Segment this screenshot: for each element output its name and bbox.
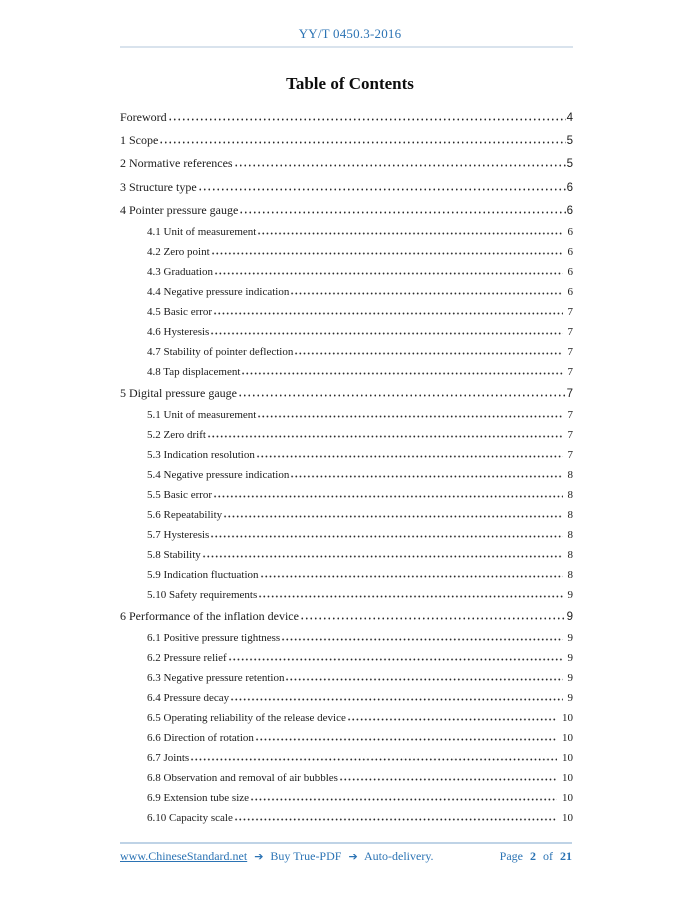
- toc-entry-label: 4.5 Basic error: [147, 305, 213, 318]
- dot-leader: [257, 415, 562, 418]
- dot-leader: [168, 118, 566, 121]
- dot-leader: [190, 758, 557, 761]
- toc-entry-label: 5.1 Unit of measurement: [147, 409, 257, 422]
- dot-leader: [234, 818, 557, 821]
- toc-entry[interactable]: [120, 605, 573, 628]
- toc-entry-page: 6: [566, 204, 573, 217]
- toc-entry-page: 8: [567, 549, 573, 562]
- page-footer: [120, 849, 572, 864]
- dot-leader: [213, 495, 562, 498]
- toc-entry[interactable]: [120, 485, 573, 505]
- toc-entry-label: 6.6 Direction of rotation: [147, 732, 254, 745]
- toc-entry[interactable]: [120, 106, 573, 129]
- toc-entry[interactable]: [120, 362, 573, 382]
- toc-entry-label: 6 Performance of the inflation device: [120, 609, 299, 624]
- toc-entry-page: 7: [566, 387, 573, 400]
- toc-entry-label: 6.4 Pressure decay: [147, 692, 230, 705]
- toc-entry[interactable]: [120, 262, 573, 282]
- toc-entry-label: 2 Normative references: [120, 156, 233, 171]
- toc-entry[interactable]: [120, 628, 573, 648]
- dot-leader: [202, 555, 563, 558]
- toc-entry-label: 6.9 Extension tube size: [147, 792, 250, 805]
- toc-entry[interactable]: [120, 342, 573, 362]
- toc-entry-page: 10: [562, 812, 573, 825]
- toc-entry[interactable]: [120, 176, 573, 199]
- page-indicator: [496, 849, 572, 864]
- toc-entry-label: 5.10 Safety requirements: [147, 589, 258, 602]
- dot-leader: [339, 778, 557, 781]
- toc-entry-label: 6.8 Observation and removal of air bubbles: [147, 772, 338, 785]
- toc-entry-label: 6.5 Operating reliability of the release device: [147, 712, 346, 725]
- toc-entry-page: 6: [567, 225, 573, 238]
- toc-entry-page: 6: [567, 265, 573, 278]
- toc-entry-page: 8: [567, 529, 573, 542]
- toc-entry[interactable]: [120, 688, 573, 708]
- toc-entry[interactable]: [120, 445, 573, 465]
- dot-leader: [300, 617, 566, 620]
- toc-entry-label: 3 Structure type: [120, 179, 197, 194]
- toc-entry-page: 5: [566, 158, 573, 171]
- toc-entry-label: 5.9 Indication fluctuation: [147, 569, 259, 582]
- dot-leader: [234, 164, 566, 167]
- dot-leader: [347, 718, 557, 721]
- dot-leader: [290, 475, 562, 478]
- arrow-right-icon: ➔: [254, 850, 264, 863]
- toc-entry-label: Foreword: [120, 110, 167, 124]
- toc-entry-label: 5.4 Negative pressure indication: [147, 469, 290, 482]
- toc-entry-page: 9: [567, 672, 573, 685]
- toc-entry-page: 10: [562, 752, 573, 765]
- toc-entry-label: 6.3 Negative pressure retention: [147, 672, 285, 685]
- toc-entry[interactable]: [120, 405, 573, 425]
- toc-entry-label: 4.3 Graduation: [147, 265, 213, 278]
- page-title: Table of Contents: [286, 74, 414, 93]
- toc-entry-label: 4.2 Zero point: [147, 245, 210, 258]
- total-page-number: 21: [560, 849, 572, 863]
- toc-entry-page: 10: [562, 792, 573, 805]
- dot-leader: [207, 435, 563, 438]
- toc-entry-page: 8: [567, 509, 573, 522]
- dot-leader: [294, 352, 562, 355]
- toc-entry-page: 6: [567, 245, 573, 258]
- of-word: of: [543, 849, 553, 863]
- toc-entry[interactable]: [120, 129, 573, 152]
- dot-leader: [255, 738, 557, 741]
- toc-entry-page: 7: [567, 409, 573, 422]
- toc-entry-label: 5.2 Zero drift: [147, 429, 206, 442]
- toc-entry-page: 7: [567, 449, 573, 462]
- dot-leader: [256, 455, 563, 458]
- toc-entry-label: 4.4 Negative pressure indication: [147, 285, 290, 298]
- toc-entry-label: 5.8 Stability: [147, 549, 201, 562]
- dot-leader: [213, 312, 562, 315]
- dot-leader: [210, 332, 562, 335]
- toc-entry-label: 6.10 Capacity scale: [147, 812, 233, 825]
- toc-entry[interactable]: [120, 425, 573, 445]
- toc-entry-page: 10: [562, 772, 573, 785]
- toc-entry-label: 5.5 Basic error: [147, 489, 213, 502]
- toc-entry[interactable]: [120, 565, 573, 585]
- page-word: Page: [499, 849, 523, 863]
- toc-entry-page: 8: [567, 489, 573, 502]
- toc-entry[interactable]: [120, 465, 573, 485]
- dot-leader: [260, 575, 563, 578]
- toc-list: [120, 106, 573, 828]
- dot-leader: [228, 658, 563, 661]
- toc-entry-page: 10: [562, 732, 573, 745]
- toc-entry[interactable]: [120, 322, 573, 342]
- toc-entry-page: 10: [562, 712, 573, 725]
- dot-leader: [211, 252, 563, 255]
- toc-entry-label: 4.8 Tap displacement: [147, 365, 241, 378]
- toc-entry[interactable]: [120, 728, 573, 748]
- toc-entry-page: 9: [567, 632, 573, 645]
- toc-entry-page: 8: [567, 469, 573, 482]
- standard-code-header: YY/T 0450.3-2016: [298, 26, 402, 41]
- footer-buy-text: Buy True-PDF: [270, 849, 342, 863]
- toc-entry[interactable]: [120, 199, 573, 222]
- toc-entry-label: 6.1 Positive pressure tightness: [147, 632, 281, 645]
- toc-entry[interactable]: [120, 708, 573, 728]
- toc-entry[interactable]: [120, 768, 573, 788]
- toc-entry-page: 8: [567, 569, 573, 582]
- toc-entry[interactable]: [120, 302, 573, 322]
- toc-entry-page: 7: [567, 429, 573, 442]
- toc-entry-label: 5.7 Hysteresis: [147, 529, 210, 542]
- toc-entry-label: 4.7 Stability of pointer deflection: [147, 345, 294, 358]
- toc-entry-page: 7: [567, 325, 573, 338]
- toc-entry-page: 9: [567, 589, 573, 602]
- toc-entry-page: 7: [567, 365, 573, 378]
- toc-entry-label: 5.3 Indication resolution: [147, 449, 255, 462]
- dot-leader: [250, 798, 557, 801]
- toc-entry[interactable]: [120, 788, 573, 808]
- dot-leader: [214, 272, 563, 275]
- toc-entry-page: 9: [567, 652, 573, 665]
- dot-leader: [290, 292, 562, 295]
- dot-leader: [239, 211, 565, 214]
- toc-entry-page: 5: [566, 135, 573, 148]
- footer-delivery-text: Auto-delivery.: [364, 849, 434, 863]
- toc-entry-label: 4 Pointer pressure gauge: [120, 202, 239, 217]
- toc-entry-page: 6: [567, 285, 573, 298]
- dot-leader: [223, 515, 562, 518]
- toc-entry-page: 9: [566, 611, 573, 624]
- footer-promo: [120, 849, 438, 864]
- dot-leader: [241, 372, 562, 375]
- toc-entry-page: 7: [567, 305, 573, 318]
- toc-entry[interactable]: [120, 505, 573, 525]
- header-divider: [120, 46, 573, 48]
- dot-leader: [210, 535, 562, 538]
- toc-entry[interactable]: [120, 242, 573, 262]
- toc-entry[interactable]: [120, 222, 573, 242]
- toc-entry[interactable]: [120, 808, 573, 828]
- toc-entry[interactable]: [120, 748, 573, 768]
- current-page-number: 2: [530, 849, 536, 863]
- toc-entry-label: 4.1 Unit of measurement: [147, 225, 257, 238]
- toc-entry-label: 6.2 Pressure relief: [147, 652, 227, 665]
- toc-entry[interactable]: [120, 152, 573, 175]
- dot-leader: [198, 188, 566, 191]
- toc-entry-page: 4: [566, 112, 573, 124]
- toc-entry-page: 6: [566, 181, 573, 194]
- toc-entry[interactable]: [120, 525, 573, 545]
- toc-entry[interactable]: [120, 585, 573, 605]
- toc-entry-page: 7: [567, 345, 573, 358]
- toc-entry[interactable]: [120, 648, 573, 668]
- arrow-right-icon: ➔: [348, 850, 358, 863]
- toc-entry-label: 1 Scope: [120, 133, 159, 148]
- dot-leader: [238, 394, 566, 397]
- dot-leader: [230, 698, 562, 701]
- footer-divider: [120, 842, 572, 844]
- toc-entry[interactable]: [120, 545, 573, 565]
- toc-entry-label: 6.7 Joints: [147, 752, 190, 765]
- dot-leader: [258, 595, 562, 598]
- toc-entry-label: 5.6 Repeatability: [147, 509, 223, 522]
- toc-entry[interactable]: [120, 668, 573, 688]
- dot-leader: [281, 638, 562, 641]
- dot-leader: [159, 141, 565, 144]
- toc-entry-label: 4.6 Hysteresis: [147, 325, 210, 338]
- toc-entry[interactable]: [120, 382, 573, 405]
- dot-leader: [257, 232, 562, 235]
- toc-entry-page: 9: [567, 692, 573, 705]
- footer-site-link[interactable]: www.ChineseStandard.net: [120, 849, 248, 863]
- toc-entry[interactable]: [120, 282, 573, 302]
- dot-leader: [285, 678, 562, 681]
- toc-entry-label: 5 Digital pressure gauge: [120, 385, 237, 400]
